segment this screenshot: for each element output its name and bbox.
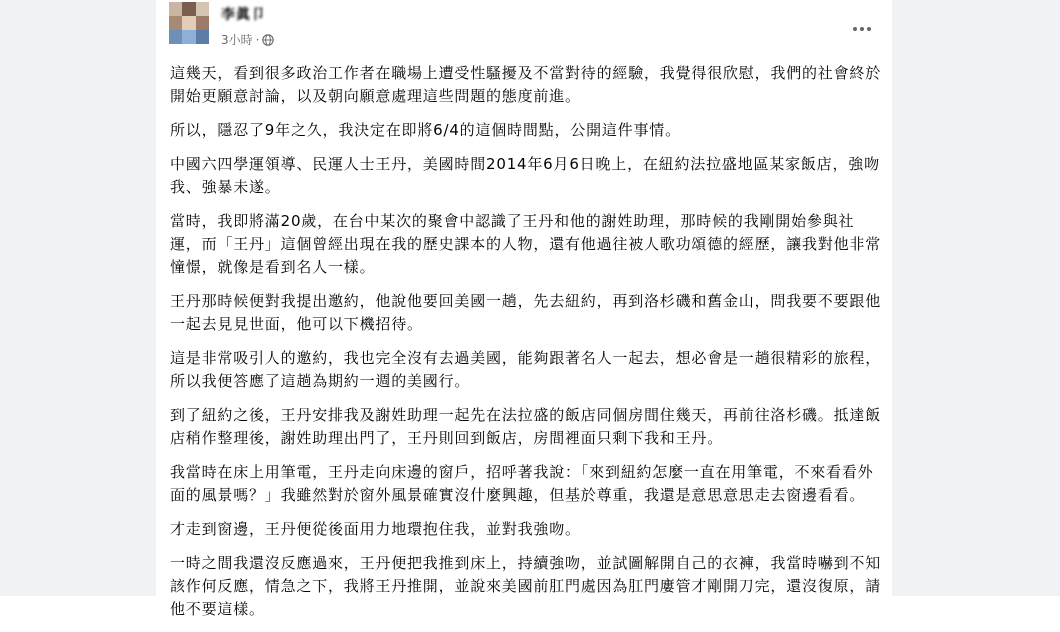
post-paragraph: 當時，我即將滿20歲，在台中某次的聚會中認識了王丹和他的謝姓助理，那時候的我剛開始參與社運，而「王丹」這個曾經出現在我的歷史課本的人物，還有他過往被人歌功頌德的經歷，讓我對他非常憧憬，就像是看到名人一樣。	[170, 212, 882, 276]
post-paragraph: 到了紐約之後，王丹安排我及謝姓助理一起先在法拉盛的飯店同個房間住幾天，再前往洛杉磯。抵達飯店稍作整理後，謝姓助理出門了，王丹則回到飯店，房間裡面只剩下我和王丹。	[170, 406, 882, 447]
meta-separator: ·	[255, 32, 260, 47]
more-horizontal-icon	[852, 17, 872, 36]
avatar[interactable]	[169, 2, 209, 44]
post-body	[170, 62, 882, 632]
more-options-button[interactable]	[846, 10, 878, 42]
post-paragraph: 中國六四學運領導、民運人士王丹，美國時間2014年6月6日晚上，在紐約法拉盛地區某家飯店，強吻我、強暴未遂。	[170, 155, 880, 196]
post-timestamp[interactable]: 3小時	[221, 33, 253, 47]
post-paragraph: 這幾天，看到很多政治工作者在職場上遭受性騷擾及不當對待的經驗，我覺得很欣慰，我們的社會終於開始更願意討論，以及朝向願意處理這些問題的態度前進。	[170, 64, 882, 105]
post-paragraph: 我當時在床上用筆電，王丹走向床邊的窗戶，招呼著我說：「來到紐約怎麼一直在用筆電，不來看看外面的風景嗎？」我雖然對於窗外風景確實沒什麼興趣，但基於尊重，我還是意思意思走去窗邊看看。	[170, 463, 874, 504]
post-meta	[221, 31, 274, 48]
globe-icon[interactable]	[262, 34, 274, 46]
post-paragraph: 一時之間我還沒反應過來，王丹便把我推到床上，持續強吻，並試圖解開自己的衣褲，我當時嚇到不知該作何反應，情急之下，我將王丹推開，並說來美國前肛門處因為肛門廔管才剛開刀完，還沒復原，請他不要這樣。	[170, 554, 882, 618]
author-name[interactable]: 李眞卩	[221, 7, 266, 23]
facebook-post	[156, 0, 892, 618]
post-header	[156, 0, 892, 56]
post-paragraph: 王丹那時候便對我提出邀約，他說他要回美國一趟，先去紐約，再到洛杉磯和舊金山，問我要不要跟他一起去見見世面，他可以下機招待。	[170, 292, 882, 333]
post-paragraph: 所以，隱忍了9年之久，我決定在即將6/4的這個時間點，公開這件事情。	[170, 121, 681, 139]
post-paragraph: 這是非常吸引人的邀約，我也完全沒有去過美國，能夠跟著名人一起去，想必會是一趟很精彩的旅程，所以我便答應了這趟為期約一週的美國行。	[170, 349, 882, 390]
post-paragraph: 才走到窗邊，王丹便從後面用力地環抱住我，並對我強吻。	[170, 520, 581, 538]
